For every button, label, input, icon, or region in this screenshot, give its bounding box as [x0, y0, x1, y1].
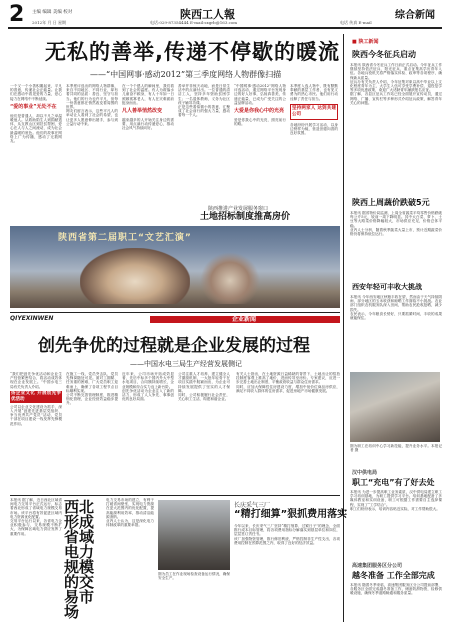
- masthead-rule: [8, 27, 442, 29]
- middle-story-kicker-visible: 陕西推进产业发展服务窗口: [208, 206, 269, 212]
- right-headline-5b: 越冬准备 工作全部完成: [352, 571, 435, 580]
- mid-box-title: 坚持两家人 达到共建公司: [292, 105, 336, 117]
- bottom-title-line: 规模: [64, 558, 95, 576]
- performance-photo: [10, 226, 340, 308]
- feature-rule-top: [10, 312, 340, 313]
- right-top-label: ■ 陕工新闻: [352, 39, 379, 45]
- feature-subhead: 扬企业文化 开展创先争优活动: [11, 390, 61, 402]
- middle-story-title-wrap: [180, 205, 340, 225]
- feature-kicker: QIYEXINWEN: [10, 315, 54, 322]
- bottom-middle-kicker: 长庆采气三厂: [234, 502, 271, 509]
- photo-banner: 陕西省第二届职工“文艺汇演”: [58, 233, 192, 243]
- feature-col-2: 在施工一线，党员突击队、党员先锋岗随处可见。面对工期紧、任务重的困难，广大党员职工迎难而上，确保了各项工程节点目标顺利实现。 公司不断完善管理制度，推进精细化管理，企业经营效益稳步提升。: [66, 372, 118, 406]
- right-photo-caption: 图为职工在培训中心学习新技能，提升业务水平。本报记者 摄: [350, 444, 442, 453]
- bottom-middle-caption: 图为员工在作业现场检查设备运行情况，确保安全生产。: [158, 572, 230, 581]
- right-headline-3: 西安年轻可丰收大挑战: [352, 283, 422, 291]
- feature-col-4: 公司注重人才培养，建立健全人才激励机制，一大批年轻骨干在项目实践中脱颖而出，为企业可持续发展提供了坚实的人才保障。 同时，公司积极履行社会责任，关心职工生活，构建和谐企业。: [178, 372, 230, 402]
- mid-box: [290, 104, 338, 120]
- date-line: 2012年 月 日 星期: [32, 20, 66, 25]
- performer-group: [80, 248, 190, 304]
- bottom-title-line: 西北: [64, 498, 95, 516]
- bottom-title-line: 电力: [64, 543, 95, 561]
- feature-subtitle: ——中国水电三局生产经营发展侧记: [130, 360, 242, 368]
- bottom-left-body: 本报讯 据了解，近日西北区域省间电力交易平台正式运行，标志着西北形成了省域电力规模交易市场。该平台将有效促进区域内电力资源优化配置。 交易平台运行以来，各省电力企业积极参与，交易规模不断扩大，为保障区域电力供应发挥了重要作用。: [10, 498, 62, 536]
- paper-name: 陕西工人報: [180, 8, 235, 21]
- middle-story-title: 土地招标制度推高房价: [200, 212, 291, 222]
- right-body-3: 本报讯 今年西安地区秋粮丰收在望，然而由于天气持续阴雨，部分地区的玉米收获和晾晒工作面临不小挑战。农业部门组织农机服务队深入田间，帮助农民抢收抢晒，减少损失。 农民表示，今年粮食长势好，只要抓紧时间，丰收的成果就能保住。: [350, 295, 442, 321]
- bottom-middle-photo: [158, 500, 230, 570]
- right-body-1: 本报讯 陕西省今冬征兵工作日前正式启动。今年征兵工作继续坚持依法征兵、阳光征兵，重点征集高学历青年入伍。各地兵役机关将严格落实体检、政审等各项程序，确保新兵质量。 征兵办有关负责人介绍，今年征集对象以高中毕业以上文化程度青年为主，大学生入伍可享受学费补偿、退役复学等多项优惠政策，欢迎广大适龄青年踊跃报名应征。 据了解，各县区征兵工作站已经全面展开宣传动员，通过网络、广播、宣传栏等多种形式介绍征兵政策，解答青年关心的问题。: [350, 63, 442, 105]
- right-headline-5: 高速集团服务区分公司: [352, 563, 403, 569]
- bottom-title-line: 省域: [64, 528, 95, 546]
- feature-title: 创先争优的过程就是企业发展的过程: [38, 336, 310, 356]
- lead-subtitle: ——“中国网事·感动2012”第三季度网络人物群像扫描: [90, 70, 282, 79]
- contact-line: 电话:029-87354444 E-mail:sxgrb@163.com: [150, 20, 238, 25]
- page-number: 2: [9, 2, 25, 27]
- lead-title: 无私的善举,传递不停歇的暖流: [45, 40, 340, 64]
- right-body-2: 本报讯 据省物价局监测，上周全省蔬菜平均零售价格跌破每公斤5元，较前一周下降明显。其中大白菜、萝卜、土豆等大路菜价格降幅较大，市场供应充足，价格总体平稳。 业内人士分析，随着秋季蔬菜大量上市，预计近期蔬菜价格仍将保持低位运行。: [350, 211, 442, 237]
- right-photo: [350, 372, 440, 442]
- right-headline-2: 陕西上周蔬价跌破5元: [352, 198, 430, 207]
- bottom-left-body-2: 电力交易市场的建立，有利于打破省间壁垒，实现电力资源在更大范围内的优化配置，提高能源利用效率，推动清洁能源消纳。 业内人士认为，这是深化电力体制改革的重要举措。: [106, 498, 154, 528]
- bottom-title-line: 形成: [64, 513, 95, 531]
- lead-col-4: 善举并非惊天动地，而是日常生活中的点滴付出。一位普通的清洁工人，坚持多年资助贫困学生；一名退休教师，义务为社区孩子辅导功课。 正是这些看似微小的善意，汇聚成了社会前行的强大力量，感动着每一个人。: [178, 84, 230, 118]
- feature-col-3: 近年来，公司市场开拓成效显著，先后中标多个国内外大中型水电项目，合同额持续增长，企业规模和综合实力迈上新台阶。 创先争优活动为企业注入了新的活力，形成了人人争先、事事创优的良好局面。: [122, 372, 174, 402]
- right-body-4: 本报讯 为进一步提高职工业务素质，汉中供电局建立职工学习培训基地，为职工提供学习平台。培训基地配备了多媒体教室和实训设备，职工可根据工作需要自主选择课程，实现了“工学结合”。 职工们纷纷表示，培训内容贴近实际，对工作帮助很大。: [350, 490, 442, 511]
- lead-col-1: 一个又一个小善积累起来，平凡的善意，传递社会正能量。让我们在感动中看见爱的力量，爱心接力在网络中不断延续。 “爱的事业”无处不在 他们是普通人，却以不凡之举温暖他人。从救助陌生人到捐献遗体，从支教山区到扶贫帮困，爱心在人与人之间流动，成为社会最温暖的底色。他们的故事在网络上广为传播，感动了无数网友。: [10, 84, 62, 144]
- masthead-info-left: 主编 编辑 美编 校对: [32, 10, 73, 15]
- bottom-middle-body: 今年以来，长庆采气三厂坚持“精打细算、过紧日子”的理念，全面推行成本目标管理，将各项费用指标分解落实到基层单位和岗位，层层签订责任书。 该厂加强物资管理，推行修旧利废，严格控制非生产性支出，各项费用控制在预算范围之内，取得了良好的经济效益。: [234, 524, 340, 545]
- bottom-title-line: 场: [64, 603, 80, 621]
- bottom-middle-title: “精打细算”狠抓费用落实: [234, 509, 348, 520]
- lead-subhead-1: “爱的事业”无处不在: [10, 103, 57, 110]
- bottom-rule: [10, 495, 340, 496]
- right-headline-4: 汉中供电局: [352, 470, 378, 476]
- lead-col-2: 本季度评选出的网络人物群像，来自不同地区、不同行业，却有着共同的品质：善良、坚守与担当。他们的行为也许平凡，但每一份善意都在悄然改变着周围的世界。 网友们留言表示，这些平凡人的举动让人看到了社会的希望，也让更多人愿意伸出援手，参与到公益行动中来。: [66, 84, 118, 126]
- masthead: [0, 0, 450, 28]
- bottom-left-title: [64, 500, 104, 620]
- right-body-5: 本报讯 随着冬季来临，高速集团服务区分公司提前部署，各服务区全面完成越冬准备工作，储备防滑物资，检修供暖设施，确保冬季道路畅通和服务质量。: [350, 583, 442, 596]
- bottom-title-line: 易市: [64, 588, 95, 606]
- masthead-info-right: 电话 传真 E-mail: [340, 20, 372, 25]
- right-headline-1: 陕西今冬征兵启动: [352, 50, 416, 59]
- bottom-title-line: 的交: [64, 573, 95, 591]
- lead-subhead-2: 凡人善举悄然改变: [122, 108, 163, 115]
- lead-col-5: “中国网事·感动2012”网络人物评选活动，通过网络平台发现身边的好人好事，弘扬真善美，传递正能量，已成为广受关注的公益品牌活动。 大爱是你我心中的光亮 爱是你我心中的光亮，照亮前行的路。: [234, 84, 286, 127]
- section-label: 综合新闻: [395, 10, 435, 21]
- feature-col-1: “我们把创先争优活动和企业生产经营紧密结合，将活动成效体现在企业发展上。”中国水电三局有关负责人介绍。 扬企业文化 开展创先争优活动 公司以企业文化建设为抓手，深入开展“创建先进基层党组织、争当优秀共产党员”活动，党员干部在项目建设一线发挥先锋模范作用。: [10, 372, 62, 426]
- lead-subhead-3: 大爱是你我心中的光亮: [234, 108, 285, 115]
- middle-story-box: [236, 372, 340, 492]
- middle-story-body: 有关人士指出，在土地资源日益稀缺的背景下，土地出让的招拍挂制度客观上推高了地价，进而传导至房价。专家建议，应进一步完善土地出让制度，平衡政府收益与群众住房需求。 同时，应加大保障性住房建设力度，增加中低价位商品房供应，满足不同收入群体的住房需求，促进房地产市场健康发展。: [236, 372, 340, 393]
- right-column-divider: [343, 34, 344, 622]
- lead-col-6: 本季度入选人物中，既有默默奉献的基层工作者，也有见义勇为的热心市民。他们用行动诠释了责任与担当。 坚持两家人 达到共建公司 各地纷纷开展学习活动，以身边榜样为镜，营造崇德向善的良好氛围。: [290, 84, 338, 136]
- feature-section-label: 企业新闻: [232, 316, 257, 323]
- right-headline-4b: 职工“充电”有了好去处: [352, 478, 435, 487]
- lead-col-3: 在一个个感人的瞬间里，我们看到了社会的温度。有人为救落水儿童奋不顾身，有人十年如一日照顾孤寡老人，有人在灾难面前挺身而出。 凡人善举悄然改变 越来越多的人开始关注身边的需要，用点滴行动传递爱心，推动社会风气持续向好。: [122, 84, 174, 131]
- performer-right: [200, 252, 260, 304]
